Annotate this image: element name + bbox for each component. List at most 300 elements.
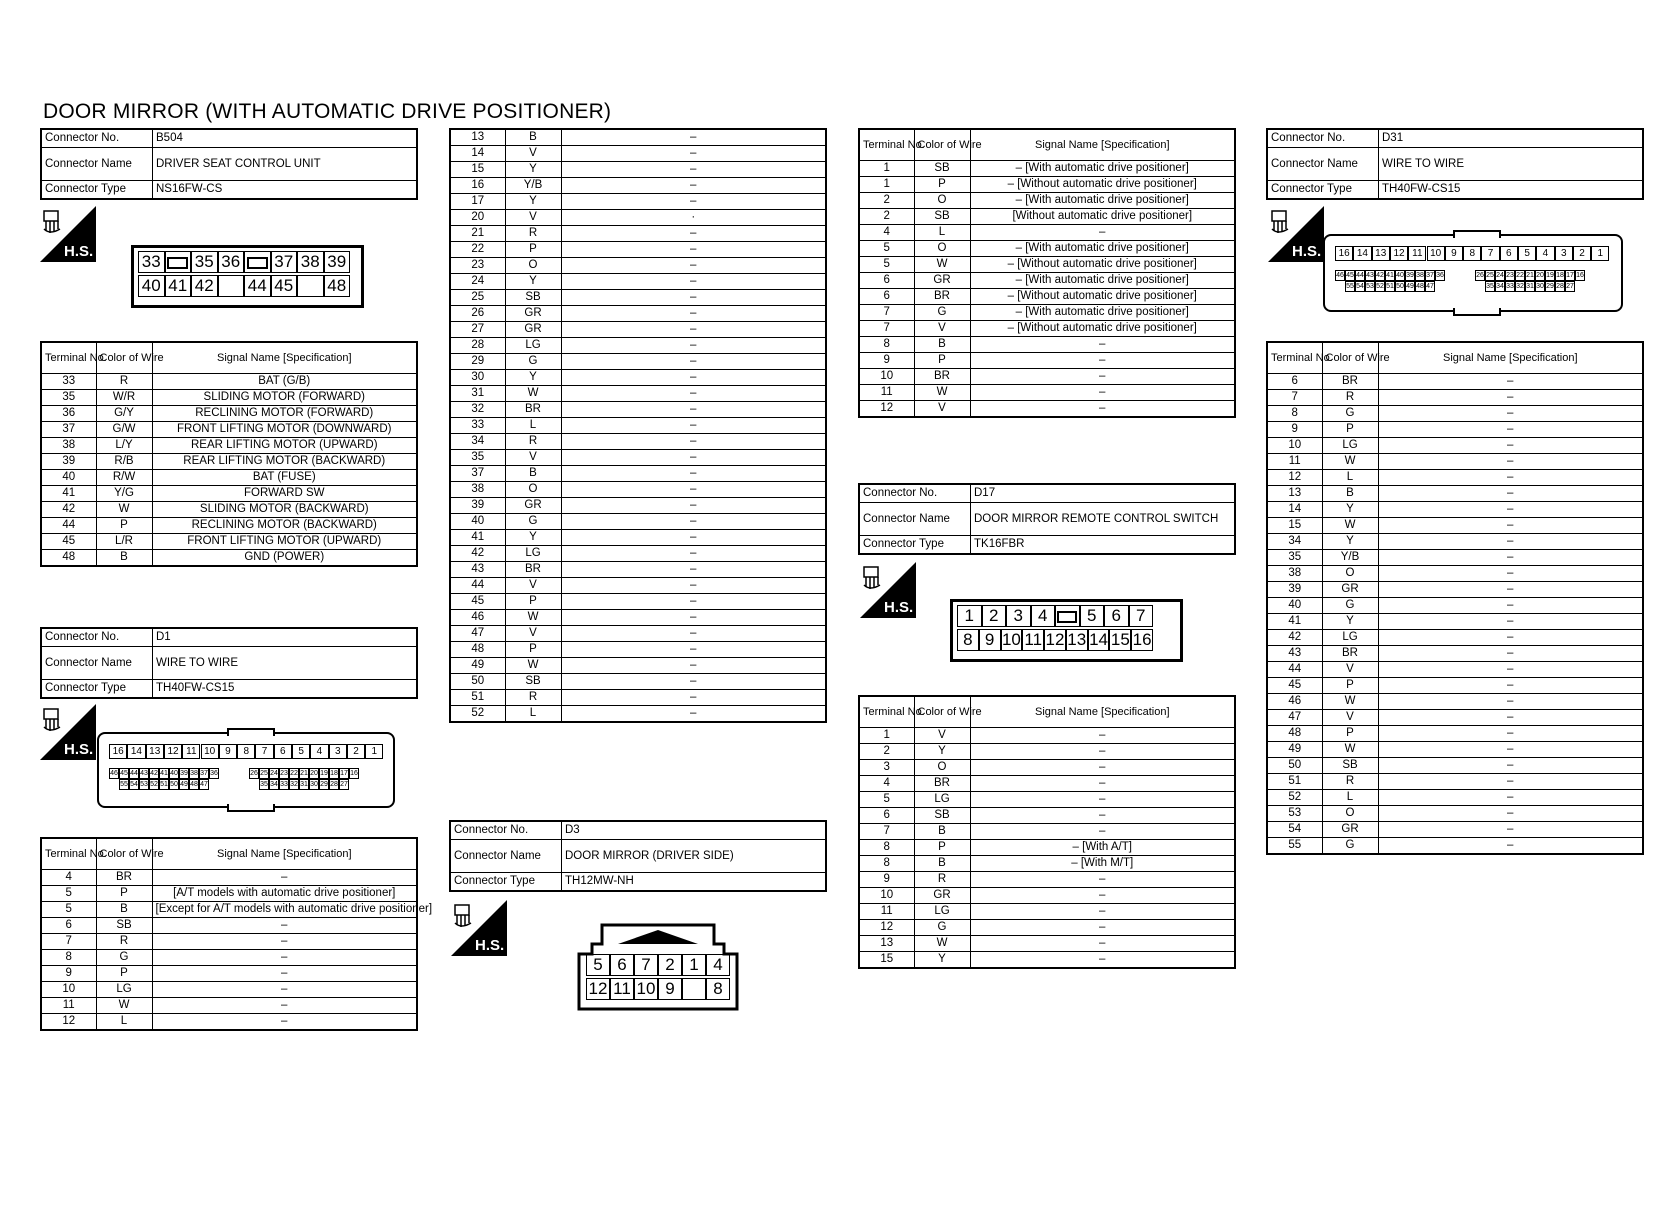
table-row [450,146,826,162]
pin-empty [297,275,324,297]
wire-color-cell: LG [505,338,561,354]
terminal-no-cell: 35 [41,390,96,406]
table-row [41,406,417,422]
terminal-no-cell: 51 [450,690,505,706]
table-row [1267,630,1643,646]
wire-color-cell: SB [1322,758,1378,774]
table-row [450,450,826,466]
table-row [859,760,1235,776]
connector-tab [227,728,275,736]
signal-name-cell: – [With automatic drive positioner] [970,193,1235,209]
signal-name-cell: – [970,872,1235,888]
terminal-no-header: Terminal No. [859,129,914,161]
table-row [450,546,826,562]
hs-label: H.S. [1292,243,1322,260]
signal-name-cell: – [561,322,826,338]
table-row [1267,518,1643,534]
terminal-no-cell: 30 [450,370,505,386]
terminal-no-cell: 35 [1267,550,1322,566]
harness-side-svg [860,562,916,618]
signal-name-cell: – [1378,422,1643,438]
terminal-table-d17 [858,695,1236,969]
signal-name-cell: – [970,824,1235,840]
pin-37: 37 [271,251,298,273]
table-row [41,966,417,982]
table-row [1267,486,1643,502]
pin-26: 26 [1476,272,1484,279]
signal-name-cell: – [970,225,1235,241]
table-row [1267,806,1643,822]
table-row [1267,406,1643,422]
terminal-no-cell: 20 [450,210,505,226]
pin-13: 13 [1372,246,1390,261]
wire-color-cell: Y/B [505,178,561,194]
table-row [41,454,417,470]
signal-name-cell: – [561,226,826,242]
pin-21: 21 [1526,272,1534,279]
wire-color-cell: V [505,146,561,162]
pin-38: 38 [297,251,324,273]
pin-55: 55 [1346,283,1354,290]
terminal-no-cell: 7 [1267,390,1322,406]
signal-name-cell: – [970,792,1235,808]
signal-name-cell: – [1378,758,1643,774]
terminal-no-cell: 43 [450,562,505,578]
table-row [859,305,1235,321]
latch-mark [167,257,188,269]
wire-color-cell: B [1322,486,1378,502]
wire-color-cell: R/B [96,454,152,470]
terminal-no-cell: 38 [41,438,96,454]
wire-color-cell: O [914,193,970,209]
signal-name-cell: – [970,936,1235,952]
signal-name-cell: SLIDING MOTOR (BACKWARD) [152,502,417,518]
terminal-no-cell: 33 [450,418,505,434]
connector-info-d3 [449,820,827,892]
wire-color-cell: GR [914,888,970,904]
pin-11: 11 [1408,246,1426,261]
table-row [859,337,1235,353]
terminal-no-cell: 11 [859,385,914,401]
terminal-no-cell: 50 [1267,758,1322,774]
wire-color-cell: Y [1322,502,1378,518]
terminal-no-cell: 12 [41,1014,96,1031]
harness-side-icon [1268,206,1324,262]
pin-31: 31 [1526,283,1534,290]
pin-42: 42 [150,770,158,777]
wire-color-cell: Y [914,952,970,969]
wire-color-cell: L [1322,470,1378,486]
terminal-no-cell: 45 [41,534,96,550]
signal-name-cell: – [152,982,417,998]
connector-no-value: D31 [1379,129,1644,148]
terminal-table-d1 [40,837,433,1031]
wire-color-cell: BR [96,870,152,886]
pin-52: 52 [1376,283,1384,290]
signal-name-cell: – [970,920,1235,936]
wire-color-cell: BR [1322,374,1378,390]
terminal-no-cell: 10 [859,888,914,904]
table-row [450,658,826,674]
pin-8: 8 [1463,246,1481,261]
pin-9: 9 [219,744,237,759]
signal-name-cell: – [1378,390,1643,406]
wire-color-cell: R [96,374,152,390]
pin-46: 46 [1336,272,1344,279]
wire-color-cell: V [1322,662,1378,678]
terminal-no-cell: 49 [1267,742,1322,758]
table-row [1267,470,1643,486]
wire-color-cell: Y [505,370,561,386]
signal-name-cell: – [1378,518,1643,534]
table-row [450,642,826,658]
signal-name-cell: – [561,546,826,562]
wire-color-cell: O [505,258,561,274]
terminal-no-cell: 11 [41,998,96,1014]
terminal-no-cell: 26 [450,306,505,322]
signal-name-cell: FRONT LIFTING MOTOR (UPWARD) [152,534,417,550]
pin-23: 23 [1506,272,1514,279]
terminal-no-cell: 22 [450,242,505,258]
terminal-no-cell: 8 [1267,406,1322,422]
pin-45: 45 [271,275,298,297]
wire-color-cell: G [1322,406,1378,422]
table-row [859,273,1235,289]
wire-color-cell: B [505,129,561,146]
wire-color-cell: BR [914,776,970,792]
pin-28: 28 [1556,283,1564,290]
pin-6: 6 [610,954,634,976]
pin-29: 29 [1546,283,1554,290]
signal-name-cell: – [1378,630,1643,646]
wire-color-cell: SB [914,808,970,824]
signal-name-cell: – [1378,742,1643,758]
wire-color-cell: P [914,177,970,193]
signal-name-cell: – [561,466,826,482]
pin-14: 14 [1353,246,1371,261]
pin-22: 22 [290,770,298,777]
pin-10: 10 [1427,246,1445,261]
terminal-no-cell: 9 [859,353,914,369]
signal-name-cell: – [970,744,1235,760]
wire-color-cell: Y [1322,614,1378,630]
wire-color-cell: R [96,934,152,950]
pin-21: 21 [300,770,308,777]
harness-side-icon [40,704,96,760]
signal-name-cell: – [1378,678,1643,694]
pin-16: 16 [109,744,127,759]
pin-10: 10 [201,744,219,759]
signal-name-cell: – [561,642,826,658]
signal-name-cell: – [1378,582,1643,598]
pin-47: 47 [200,781,208,788]
pin-4: 4 [1031,605,1056,627]
signal-name-cell: – [1378,438,1643,454]
connector-info-d17 [858,483,1236,555]
latch-mark [1057,611,1077,623]
connector-name-value: WIRE TO WIRE [153,647,418,680]
signal-name-cell: – [1378,566,1643,582]
pin-20: 20 [1536,272,1544,279]
wire-color-cell: W [1322,694,1378,710]
signal-name-cell: – [152,966,417,982]
pin-46: 46 [110,770,118,777]
wire-color-cell: BR [914,369,970,385]
terminal-no-header: Terminal No. [859,696,914,728]
wire-color-cell: W [96,998,152,1014]
pin-24: 24 [1496,272,1504,279]
table-row [859,856,1235,872]
signal-name-cell: – [561,562,826,578]
pin-5: 5 [1518,246,1536,261]
pin-39: 39 [1406,272,1414,279]
connector-info-d1 [40,627,418,699]
table-row [450,306,826,322]
signal-name-cell: – [1378,470,1643,486]
table-row [1267,774,1643,790]
pin-34: 34 [1496,283,1504,290]
terminal-no-cell: 7 [859,321,914,337]
connector-tab [1453,230,1501,238]
terminal-no-header: Terminal No. [41,838,96,870]
terminal-no-cell: 12 [859,920,914,936]
terminal-no-cell: 13 [859,936,914,952]
wire-color-cell: P [1322,422,1378,438]
connector-type-label: Connector Type [41,181,153,200]
pin-6: 6 [1500,246,1518,261]
pin-37: 37 [200,770,208,777]
wire-color-cell: R/W [96,470,152,486]
signal-name-cell: – [561,434,826,450]
pin-18: 18 [330,770,338,777]
terminal-no-cell: 15 [859,952,914,969]
signal-name-header: Signal Name [Specification] [970,129,1235,161]
wire-color-cell: W [914,385,970,401]
table-row [859,728,1235,744]
wire-color-cell: R [1322,390,1378,406]
table-row [41,934,417,950]
table-row [1267,742,1643,758]
pin-8: 8 [237,744,255,759]
pin-2: 2 [347,744,365,759]
signal-name-cell: – [1378,806,1643,822]
wire-color-cell: W [505,658,561,674]
hs-label: H.S. [64,243,94,260]
signal-name-cell: – [With automatic drive positioner] [970,305,1235,321]
terminal-no-cell: 7 [859,824,914,840]
signal-name-cell: – [152,950,417,966]
pin-40: 40 [1396,272,1404,279]
signal-name-cell: – [152,998,417,1014]
signal-name-cell: – [152,918,417,934]
terminal-no-cell: 5 [41,886,96,902]
table-row [859,177,1235,193]
terminal-no-cell: 9 [41,966,96,982]
connector-no-label: Connector No. [1267,129,1379,148]
connector-info-d31 [1266,128,1644,200]
signal-name-cell: – [970,952,1235,969]
signal-name-cell: FORWARD SW [152,486,417,502]
table-row [41,550,417,567]
pin-1: 1 [365,744,383,759]
terminal-no-header: Terminal No. [1267,342,1322,374]
pin-54: 54 [130,781,138,788]
connector-no-value: D3 [562,821,827,840]
terminal-no-cell: 11 [859,904,914,920]
wire-color-cell: SB [914,161,970,177]
table-row [859,209,1235,225]
wire-color-cell: Y [914,744,970,760]
table-row [450,258,826,274]
terminal-no-cell: 44 [1267,662,1322,678]
connector-tab [1453,308,1501,316]
wire-color-cell: P [914,353,970,369]
wire-color-cell: Y/G [96,486,152,502]
connector-name-value: DOOR MIRROR (DRIVER SIDE) [562,840,827,873]
signal-name-cell: – [Without automatic drive positioner] [970,177,1235,193]
pin-27: 27 [340,781,348,788]
pin-22: 22 [1516,272,1524,279]
table-row [1267,726,1643,742]
signal-name-cell: RECLINING MOTOR (FORWARD) [152,406,417,422]
pin-11: 11 [1022,629,1044,651]
page-title: DOOR MIRROR (WITH AUTOMATIC DRIVE POSITIONER) [43,100,612,123]
signal-name-cell: – [970,808,1235,824]
signal-name-cell: – [970,776,1235,792]
wire-color-cell: G/W [96,422,152,438]
signal-name-header: Signal Name [Specification] [970,696,1235,728]
pin-35: 35 [191,251,218,273]
terminal-no-cell: 32 [450,402,505,418]
table-row [859,369,1235,385]
pin-33: 33 [138,251,165,273]
wire-color-cell: SB [505,290,561,306]
wire-color-cell: O [505,482,561,498]
pin-3: 3 [1006,605,1031,627]
terminal-no-cell: 8 [859,840,914,856]
wire-color-cell: LG [505,546,561,562]
harness-side-icon [860,562,916,618]
signal-name-cell: – [Without automatic drive positioner] [970,289,1235,305]
pin-5: 5 [1080,605,1105,627]
pin-empty [682,978,706,1000]
wire-color-cell: GR [505,306,561,322]
signal-name-cell: – [1378,662,1643,678]
terminal-no-cell: 38 [450,482,505,498]
terminal-no-cell: 8 [859,337,914,353]
table-row [859,872,1235,888]
table-row [450,290,826,306]
pin-10: 10 [634,978,658,1000]
terminal-no-cell: 31 [450,386,505,402]
signal-name-cell: – [1378,694,1643,710]
terminal-no-cell: 51 [1267,774,1322,790]
wire-color-cell: SB [505,674,561,690]
terminal-no-cell: 15 [1267,518,1322,534]
signal-name-cell: – [970,401,1235,418]
pin-11: 11 [182,744,200,759]
table-row [859,744,1235,760]
terminal-no-cell: 48 [1267,726,1322,742]
pin-45: 45 [120,770,128,777]
terminal-no-cell: 46 [1267,694,1322,710]
signal-name-cell: – [1378,550,1643,566]
table-row [450,322,826,338]
pin-41: 41 [160,770,168,777]
connector-no-label: Connector No. [41,129,153,148]
pin-16: 16 [1576,272,1584,279]
terminal-no-cell: 48 [41,550,96,567]
signal-name-cell: SLIDING MOTOR (FORWARD) [152,390,417,406]
signal-name-cell: – [152,1014,417,1031]
table-row [450,194,826,210]
pin-7: 7 [255,744,273,759]
pin-9: 9 [1445,246,1463,261]
table-row [859,241,1235,257]
terminal-no-cell: 8 [41,950,96,966]
table-row [41,390,417,406]
pin-12: 12 [164,744,182,759]
pin-43: 43 [1366,272,1374,279]
pin-12: 12 [586,978,610,1000]
wire-color-cell: W [914,257,970,273]
signal-name-cell: – [561,402,826,418]
wire-color-cell: P [505,242,561,258]
pin-38: 38 [190,770,198,777]
wire-color-cell: LG [1322,630,1378,646]
signal-name-cell: – [561,530,826,546]
color-of-wire-header: Color of Wire [914,129,970,161]
terminal-no-cell: 39 [450,498,505,514]
wire-color-cell: Y [1322,534,1378,550]
wire-color-cell: R [505,690,561,706]
wire-color-cell: B [914,824,970,840]
wire-color-cell: P [96,966,152,982]
pin-1: 1 [1591,246,1609,261]
terminal-no-cell: 6 [41,918,96,934]
terminal-no-cell: 47 [1267,710,1322,726]
connector-face-b504 [131,245,364,308]
table-row [859,808,1235,824]
pin-3: 3 [1555,246,1573,261]
wire-color-cell: GR [505,322,561,338]
connector-no-value: D17 [971,484,1236,503]
terminal-no-cell: 9 [1267,422,1322,438]
wire-color-cell: P [505,594,561,610]
pin-24: 24 [270,770,278,777]
connector-type-label: Connector Type [41,680,153,699]
signal-name-cell: REAR LIFTING MOTOR (BACKWARD) [152,454,417,470]
wire-color-cell: G [914,305,970,321]
wire-color-cell: GR [1322,582,1378,598]
terminal-no-cell: 28 [450,338,505,354]
signal-name-cell: – [970,904,1235,920]
terminal-no-cell: 2 [859,209,914,225]
pin-36: 36 [218,251,245,273]
terminal-no-cell: 49 [450,658,505,674]
terminal-no-cell: 46 [450,610,505,626]
signal-name-cell: – [1378,502,1643,518]
terminal-no-cell: 43 [1267,646,1322,662]
wire-color-cell: Y [505,162,561,178]
color-of-wire-header: Color of Wire [1322,342,1378,374]
wire-color-cell: GR [914,273,970,289]
wire-color-cell: V [505,626,561,642]
pin-15: 15 [1110,630,1130,649]
wire-color-cell: L/Y [96,438,152,454]
table-row [859,193,1235,209]
pin-14: 14 [127,744,145,759]
